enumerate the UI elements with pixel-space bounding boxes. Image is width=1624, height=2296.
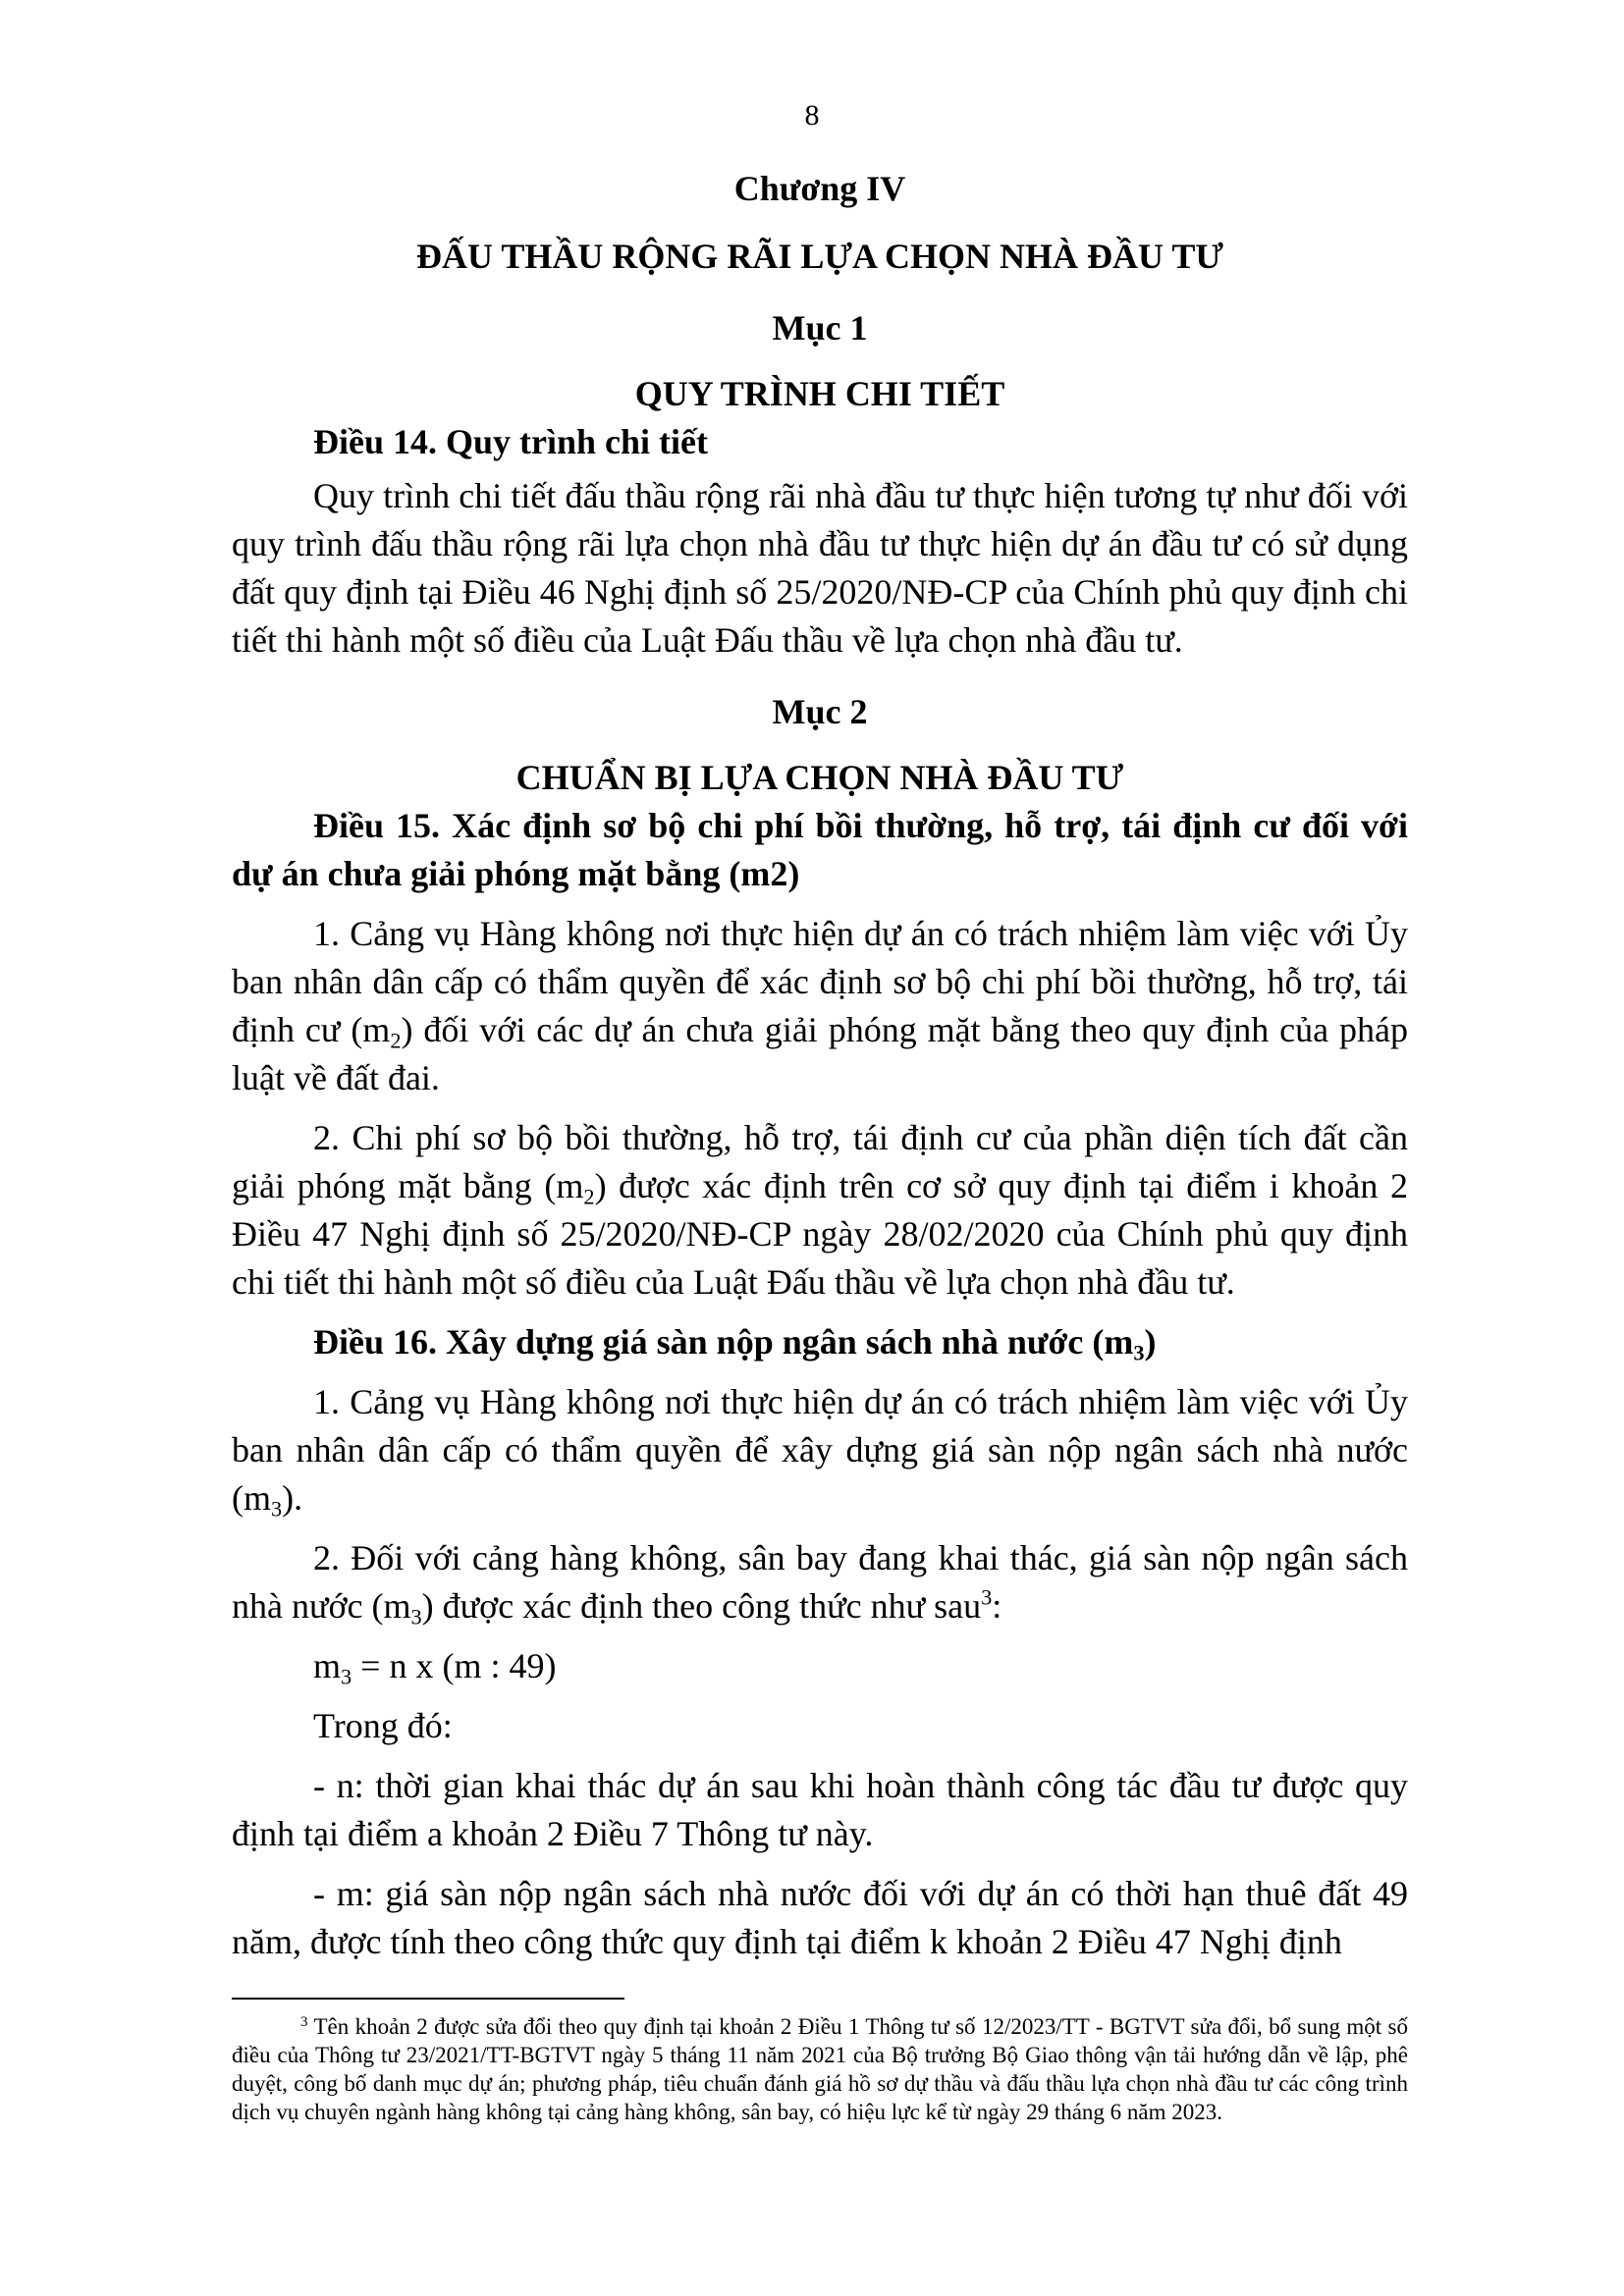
where-label: Trong đó:: [313, 1706, 453, 1745]
article-15-p1-subscript: 2: [390, 1028, 402, 1053]
formula-subscript: 3: [341, 1664, 352, 1689]
article-15-p2-subscript: 2: [583, 1184, 595, 1209]
article-15-paragraph-2: [232, 1114, 1408, 1307]
footnote-text: Tên khoản 2 được sửa đổi theo quy định tại khoản 2 Điều 1 Thông tư số 12/2023/TT - BGTVT sửa đổi, bổ sung một số điều của Thông tư 23/2021/TT-BGTVT ngày 5 tháng 11 năm 2021 của Bộ trưởng Bộ Giao thông vận tải hướng dẫn về lập, phê duyệt, công bố danh mục dự án; phương pháp, tiêu chuẩn đánh giá hồ sơ dự thầu và đấu thầu lựa chọn nhà đầu tư các công trình dịch vụ chuyên ngành hàng không tại cảng hàng không, sân bay, có hiệu lực kể từ ngày 29 tháng 6 năm 2023.: [232, 2014, 1408, 2124]
article-16-title: [232, 1318, 1408, 1366]
article-14-paragraph: Quy trình chi tiết đấu thầu rộng rãi nhà đầu tư thực hiện tương tự như đối với quy trình đấu thầu rộng rãi lựa chọn nhà đầu tư thực hiện dự án đầu tư có sử dụng đất quy định tại Điều 46 Nghị định số 25/2020/NĐ-CP của Chính phủ quy định chi tiết thi hành một số điều của Luật Đấu thầu về lựa chọn nhà đầu tư.: [232, 476, 1408, 660]
footnote-separator: [232, 1998, 624, 2000]
formula-line: [232, 1642, 1408, 1690]
article-15-p2-text-b: ) được xác định trên cơ sở quy định tại điểm i khoản 2 Điều 47 Nghị định số 25/2020/NĐ-CP ngày 28/02/2020 của Chính phủ quy định chi tiết thi hành một số điều của Luật Đấu thầu về lựa chọn nhà đầu tư.: [232, 1166, 1409, 1302]
article-16-title-text-b: ): [1144, 1322, 1157, 1362]
formula-lhs: m: [313, 1646, 342, 1685]
chapter-name: ĐẤU THẦU RỘNG RÃI LỰA CHỌN NHÀ ĐẦU TƯ: [415, 237, 1224, 276]
article-15-p2-text-a: 2. Chi phí sơ bộ bồi thường, hỗ trợ, tái định cư của phần diện tích đất cần giải phóng mặt bằng (m: [232, 1118, 1408, 1205]
article-15-paragraph-1: [232, 910, 1408, 1102]
section-1-title: Mục 1: [772, 308, 868, 347]
footnote-reference-marker[interactable]: 3: [981, 1584, 993, 1610]
section-2-name: CHUẨN BỊ LỰA CHỌN NHÀ ĐẦU TƯ: [515, 758, 1124, 797]
definition-n: - n: thời gian khai thác dự án sau khi hoàn thành công tác đầu tư được quy định tại điểm a khoản 2 Điều 7 Thông tư này.: [232, 1766, 1408, 1853]
article-16-title-subscript: 3: [1133, 1340, 1145, 1365]
section-2-title: Mục 2: [772, 692, 868, 731]
section-1-name: QUY TRÌNH CHI TIẾT: [634, 374, 1005, 413]
page-number: 8: [804, 99, 820, 132]
footnote: [232, 2012, 1408, 2126]
article-16-p2-text-b: ) được xác định theo công thức như sau: [421, 1586, 982, 1626]
article-16-title-text-a: Điều 16. Xây dựng giá sàn nộp ngân sách nhà nước (m: [313, 1322, 1134, 1362]
article-14-title: Điều 14. Quy trình chi tiết: [313, 422, 708, 461]
article-16-paragraph-2: [232, 1534, 1408, 1630]
article-16-p2-subscript: 3: [410, 1604, 422, 1629]
chapter-title: Chương IV: [733, 169, 906, 208]
article-16-p2-text-a: 2. Đối với cảng hàng không, sân bay đang khai thác, giá sàn nộp ngân sách nhà nước (m: [232, 1538, 1408, 1626]
footnote-marker: 3: [300, 2013, 308, 2030]
article-15-title: Điều 15. Xác định sơ bộ chi phí bồi thường, hỗ trợ, tái định cư đối với dự án chưa giải phóng mặt bằng (m2): [232, 806, 1408, 893]
article-15-p1-text-a: 1. Cảng vụ Hàng không nơi thực hiện dự án có trách nhiệm làm việc với Ủy ban nhân dân cấp có thẩm quyền để xác định sơ bộ chi phí bồi thường, hỗ trợ, tái định cư (m: [232, 914, 1408, 1049]
article-16-p1-subscript: 3: [271, 1496, 283, 1522]
formula-rhs: = n x (m : 49): [352, 1646, 557, 1685]
definition-m: - m: giá sàn nộp ngân sách nhà nước đối với dự án có thời hạn thuê đất 49 năm, được tính theo công thức quy định tại điểm k khoản 2 Điều 47 Nghị định: [232, 1874, 1408, 1961]
article-16-p1-text-a: 1. Cảng vụ Hàng không nơi thực hiện dự án có trách nhiệm làm việc với Ủy ban nhân dân cấp có thẩm quyền để xây dựng giá sàn nộp ngân sách nhà nước (m: [232, 1382, 1408, 1518]
article-16-p2-text-c: :: [992, 1586, 1002, 1626]
document-body: [232, 165, 1408, 1966]
article-16-p1-text-b: ).: [282, 1478, 303, 1518]
article-16-paragraph-1: [232, 1378, 1408, 1522]
article-15-p1-text-b: ) đối với các dự án chưa giải phóng mặt bằng theo quy định của pháp luật về đất đai.: [232, 1010, 1409, 1097]
